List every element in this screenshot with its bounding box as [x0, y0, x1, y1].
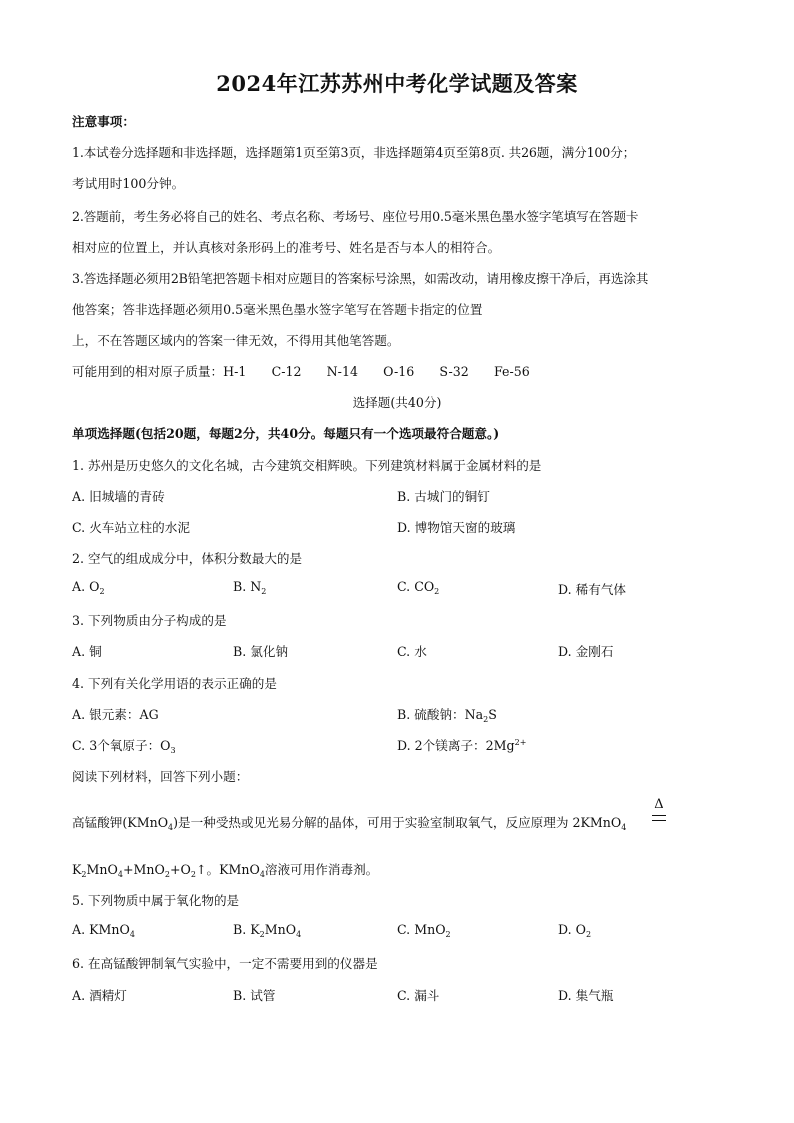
- q6-option-d: D. 集气瓶: [558, 988, 614, 1003]
- reading-passage-line-1: 高锰酸钾(KMnO$_4$)是一种受热或见光易分解的晶体，可用于实验室制取氧气，反应原理为 2KMnO$_4$: [72, 815, 627, 832]
- q6-option-c: C. 漏斗: [397, 988, 440, 1003]
- q2-option-d: D. 稀有气体: [558, 582, 627, 597]
- q2-option-b: B. $N_2$: [233, 579, 267, 596]
- q6-option-b: B. 试管: [233, 988, 276, 1003]
- atomic-masses: 可能用到的相对原子质量：H-1 C-12 N-14 O-16 S-32 Fe-56: [72, 364, 530, 379]
- notice-item-3-cont: 他答案；答非选择题必须用0.5毫米黑色墨水签字笔写在答题卡指定的位置: [72, 302, 483, 317]
- q1-option-a: A. 旧城墙的青砖: [72, 489, 165, 504]
- q5-option-c: C. MnO$_2$: [397, 922, 451, 939]
- reading-passage-line-2: $K_2MnO_4+MnO_2+O_2↑$。KMnO$_4$溶液可用作消毒剂。: [72, 862, 379, 879]
- q2-option-c: C. $CO_2$: [397, 579, 440, 596]
- q1-option-c: C. 火车站立柱的水泥: [72, 520, 190, 535]
- q3-option-a: A. 铜: [72, 644, 102, 659]
- q5-option-b: B. $K_2MnO_4$: [233, 922, 302, 939]
- q3-option-c: C. 水: [397, 644, 427, 659]
- notice-item-1: 1.本试卷分选择题和非选择题，选择题第1页至第3页，非选择题第4页至第8页. 共26题，满分100分；: [72, 145, 636, 160]
- reaction-equals-sign: [652, 815, 666, 821]
- q4-option-d: D. 2个镁离子：$2Mg^{2+}$: [397, 738, 527, 753]
- page-title: 2024年江苏苏州中考化学试题及答案: [216, 71, 578, 96]
- heat-delta-symbol: Δ: [654, 797, 664, 812]
- q4-option-b: B. 硫酸钠：$Na_2S$: [397, 707, 497, 724]
- q6-option-a: A. 酒精灯: [72, 988, 127, 1003]
- question-4-stem: 4. 下列有关化学用语的表示正确的是: [72, 676, 277, 691]
- q3-option-d: D. 金刚石: [558, 644, 614, 659]
- question-3-stem: 3. 下列物质由分子构成的是: [72, 613, 227, 628]
- section-intro: 单项选择题(包括20题，每题2分，共40分。每题只有一个选项最符合题意。): [72, 426, 500, 441]
- notice-heading: 注意事项：: [72, 114, 135, 129]
- q4-option-a: A. 银元素：AG: [72, 707, 159, 722]
- q5-option-d: D. $O_2$: [558, 922, 592, 939]
- question-5-stem: 5. 下列物质中属于氧化物的是: [72, 893, 240, 908]
- q3-option-b: B. 氯化钠: [233, 644, 289, 659]
- section-heading: 选择题(共40分): [352, 395, 442, 410]
- notice-item-1-cont: 考试用时100分钟。: [72, 176, 185, 191]
- q1-option-d: D. 博物馆天窗的玻璃: [397, 520, 516, 535]
- question-6-stem: 6. 在高锰酸钾制氧气实验中，一定不需要用到的仪器是: [72, 956, 378, 971]
- q2-option-a: A. $O_2$: [72, 579, 105, 596]
- q4-option-c: C. 3个氧原子：$O_3$: [72, 738, 176, 755]
- question-1-stem: 1. 苏州是历史悠久的文化名城，古今建筑交相辉映。下列建筑材料属于金属材料的是: [72, 458, 542, 473]
- reading-intro: 阅读下列材料，回答下列小题：: [72, 769, 249, 784]
- notice-item-3: 3.答选择题必须用2B铅笔把答题卡相对应题目的答案标号涂黑，如需改动，请用橡皮擦干净后，再选涂其: [72, 271, 649, 286]
- q5-option-a: A. KMnO$_4$: [72, 922, 135, 939]
- notice-item-3-cont2: 上，不在答题区域内的答案一律无效，不得用其他笔答题。: [72, 333, 400, 348]
- q1-option-b: B. 古城门的铜钉: [397, 489, 490, 504]
- notice-item-2: 2.答题前，考生务必将自己的姓名、考点名称、考场号、座位号用0.5毫米黑色墨水签字笔填写在答题卡: [72, 209, 639, 224]
- notice-item-2-cont: 相对应的位置上，并认真核对条形码上的准考号、姓名是否与本人的相符合。: [72, 240, 501, 255]
- question-2-stem: 2. 空气的组成成分中，体积分数最大的是: [72, 551, 303, 566]
